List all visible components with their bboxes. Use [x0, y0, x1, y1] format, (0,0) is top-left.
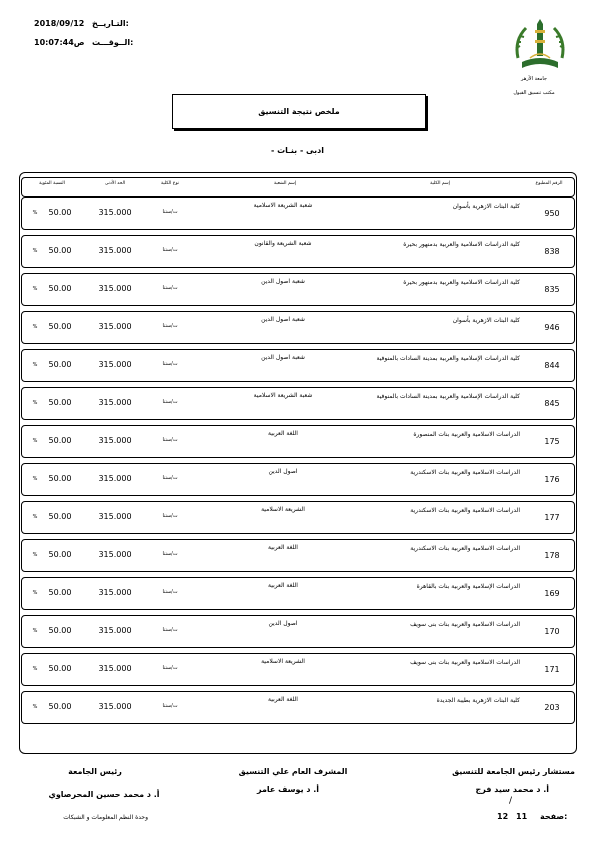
- row-college: الدراسات الاسلامية والعربية بنات المنصورة: [413, 431, 520, 438]
- row-percent-sign: %: [32, 476, 38, 482]
- row-college: كلية الدراسات الاسلامية والعربية بدمنهور بحيرة: [403, 241, 520, 248]
- row-percent-sign: %: [32, 590, 38, 596]
- row-code: 950: [544, 209, 560, 218]
- row-percent-sign: %: [32, 704, 38, 710]
- row-percent: 50.00: [48, 284, 72, 293]
- table-header-row: [21, 177, 575, 197]
- col-header-percent: النسبة المئوية: [39, 181, 65, 186]
- row-type: ت/ستنا: [162, 627, 178, 633]
- row-college: الدراسات الاسلامية والعربية بنات الاسكندرية: [410, 507, 520, 514]
- date-value: 2018/09/12: [34, 19, 85, 28]
- date-label: التـاريــخ:: [92, 19, 129, 28]
- report-subtitle: - ادبى - بنـات: [271, 146, 324, 155]
- azhar-logo: [512, 18, 568, 74]
- row-min: 315.000: [98, 550, 132, 559]
- row-percent: 50.00: [48, 322, 72, 331]
- page-label: صفحة:: [540, 812, 568, 821]
- row-college: الدراسات الاسلامية والعربية بنات بنى سويف: [410, 659, 520, 666]
- row-min: 315.000: [98, 360, 132, 369]
- supervisor-title: المشرف العام علي التنسيق: [238, 767, 348, 776]
- supervisor-name: أ. د يوسف عامر: [256, 785, 320, 794]
- row-min: 315.000: [98, 512, 132, 521]
- row-percent-sign: %: [32, 438, 38, 444]
- advisor-name: أ. د محمد سيد فرج: [475, 785, 549, 794]
- row-type: ت/ستنا: [162, 361, 178, 367]
- row-percent-sign: %: [32, 552, 38, 558]
- unit-name: وحدة النظم المعلومات و الشبكات: [63, 814, 148, 821]
- row-college: كلية البنات الازهرية بطيبة الجديدة: [436, 697, 520, 704]
- office-name: مكتب تنسيق القبول: [513, 90, 555, 96]
- row-percent-sign: %: [32, 362, 38, 368]
- row-code: 169: [544, 589, 560, 598]
- row-percent-sign: %: [32, 514, 38, 520]
- row-type: ت/ستنا: [162, 323, 178, 329]
- row-min: 315.000: [98, 474, 132, 483]
- row-percent: 50.00: [48, 474, 72, 483]
- row-min: 315.000: [98, 588, 132, 597]
- row-percent: 50.00: [48, 512, 72, 521]
- row-min: 315.000: [98, 626, 132, 635]
- col-header-college: إسم الكلية: [430, 181, 450, 186]
- col-header-division: إسم الشعبة: [273, 181, 297, 186]
- row-division: اصول الدين: [268, 620, 298, 627]
- row-college: الدراسات الاسلامية والعربية بنات بنى سويف: [410, 621, 520, 628]
- report-title: ملخص نتيجة التنسيق: [258, 107, 340, 116]
- row-division: الشريعة الاسلامية: [261, 506, 305, 513]
- row-division: اللغة العربية: [268, 696, 298, 703]
- row-min: 315.000: [98, 208, 132, 217]
- row-code: 845: [544, 399, 560, 408]
- row-division: الشريعة الاسلامية: [261, 658, 305, 665]
- row-percent: 50.00: [48, 702, 72, 711]
- row-min: 315.000: [98, 398, 132, 407]
- col-header-type: نوع الكلية: [160, 181, 180, 186]
- advisor-title: مستشار رئيس الجامعة للتنسيق: [452, 767, 575, 776]
- row-college: كلية الدراسات الإسلامية والعربية بمدينة السادات بالمنوفية: [376, 393, 520, 400]
- row-type: ت/ستنا: [162, 513, 178, 519]
- row-percent: 50.00: [48, 626, 72, 635]
- row-code: 203: [544, 703, 560, 712]
- time-label: الــوقـــت:: [92, 38, 134, 47]
- row-college: كلية الدراسات الاسلامية والعربية بدمنهور بحيرة: [403, 279, 520, 286]
- row-percent: 50.00: [48, 208, 72, 217]
- row-code: 170: [544, 627, 560, 636]
- time-value: ص10:07:44: [34, 38, 85, 47]
- row-college: الدراسات الاسلامية والعربية بنات الاسكندرية: [410, 469, 520, 476]
- row-code: 171: [544, 665, 560, 674]
- row-percent: 50.00: [48, 398, 72, 407]
- row-code: 835: [544, 285, 560, 294]
- row-college: الدراسات الاسلامية والعربية بنات الاسكندرية: [410, 545, 520, 552]
- report-title-box: [172, 94, 426, 129]
- row-type: ت/ستنا: [162, 399, 178, 405]
- president-name: أ. د محمد حسين المحرصاوي: [48, 790, 160, 799]
- page-current: 11: [516, 812, 528, 821]
- row-percent-sign: %: [32, 324, 38, 330]
- row-type: ت/ستنا: [162, 437, 178, 443]
- row-type: ت/ستنا: [162, 665, 178, 671]
- row-division: شعبة الشريعة الاسلامية: [253, 392, 313, 399]
- row-percent-sign: %: [32, 286, 38, 292]
- row-type: ت/ستنا: [162, 703, 178, 709]
- col-header-min: الحد الأدنى: [104, 181, 126, 186]
- row-code: 844: [544, 361, 560, 370]
- row-type: ت/ستنا: [162, 551, 178, 557]
- row-min: 315.000: [98, 702, 132, 711]
- row-min: 315.000: [98, 436, 132, 445]
- row-percent-sign: %: [32, 248, 38, 254]
- row-percent: 50.00: [48, 436, 72, 445]
- row-division: شعبة اصول الدين: [261, 278, 305, 285]
- university-name: جامعة الأزهر: [520, 76, 548, 82]
- row-type: ت/ستنا: [162, 285, 178, 291]
- row-percent: 50.00: [48, 550, 72, 559]
- row-min: 315.000: [98, 284, 132, 293]
- row-college: كلية البنات الازهرية بأسوان: [452, 317, 520, 324]
- page-separator: /: [509, 796, 513, 806]
- row-min: 315.000: [98, 664, 132, 673]
- row-code: 838: [544, 247, 560, 256]
- row-division: اصول الدين: [268, 468, 298, 475]
- row-division: اللغة العربية: [268, 582, 298, 589]
- row-division: شعبة اصول الدين: [261, 316, 305, 323]
- row-division: شعبة اصول الدين: [261, 354, 305, 361]
- row-type: ت/ستنا: [162, 247, 178, 253]
- row-min: 315.000: [98, 246, 132, 255]
- row-division: شعبة الشريعة والقانون: [254, 240, 312, 247]
- row-type: ت/ستنا: [162, 475, 178, 481]
- row-percent: 50.00: [48, 246, 72, 255]
- row-percent: 50.00: [48, 360, 72, 369]
- row-percent-sign: %: [32, 400, 38, 406]
- president-title: رئيس الجامعة: [68, 767, 122, 776]
- row-min: 315.000: [98, 322, 132, 331]
- row-percent: 50.00: [48, 588, 72, 597]
- row-division: شعبة الشريعة الاسلامية: [253, 202, 313, 209]
- row-college: كلية البنات الازهرية بأسوان: [452, 203, 520, 210]
- row-percent-sign: %: [32, 628, 38, 634]
- row-type: ت/ستنا: [162, 209, 178, 215]
- page-total: 12: [497, 812, 509, 821]
- row-percent-sign: %: [32, 666, 38, 672]
- row-code: 176: [544, 475, 560, 484]
- row-type: ت/ستنا: [162, 589, 178, 595]
- row-code: 175: [544, 437, 560, 446]
- row-code: 178: [544, 551, 560, 560]
- row-percent: 50.00: [48, 664, 72, 673]
- row-college: كلية الدراسات الإسلامية والعربية بمدينة السادات بالمنوفية: [376, 355, 520, 362]
- row-division: اللغة العربية: [268, 544, 298, 551]
- row-code: 946: [544, 323, 560, 332]
- row-college: الدراسات الإسلامية والعربية بنات بالقاهرة: [416, 583, 520, 590]
- row-percent-sign: %: [32, 210, 38, 216]
- row-division: اللغة العربية: [268, 430, 298, 437]
- col-header-code: الرقم المطبوع: [535, 181, 563, 186]
- row-code: 177: [544, 513, 560, 522]
